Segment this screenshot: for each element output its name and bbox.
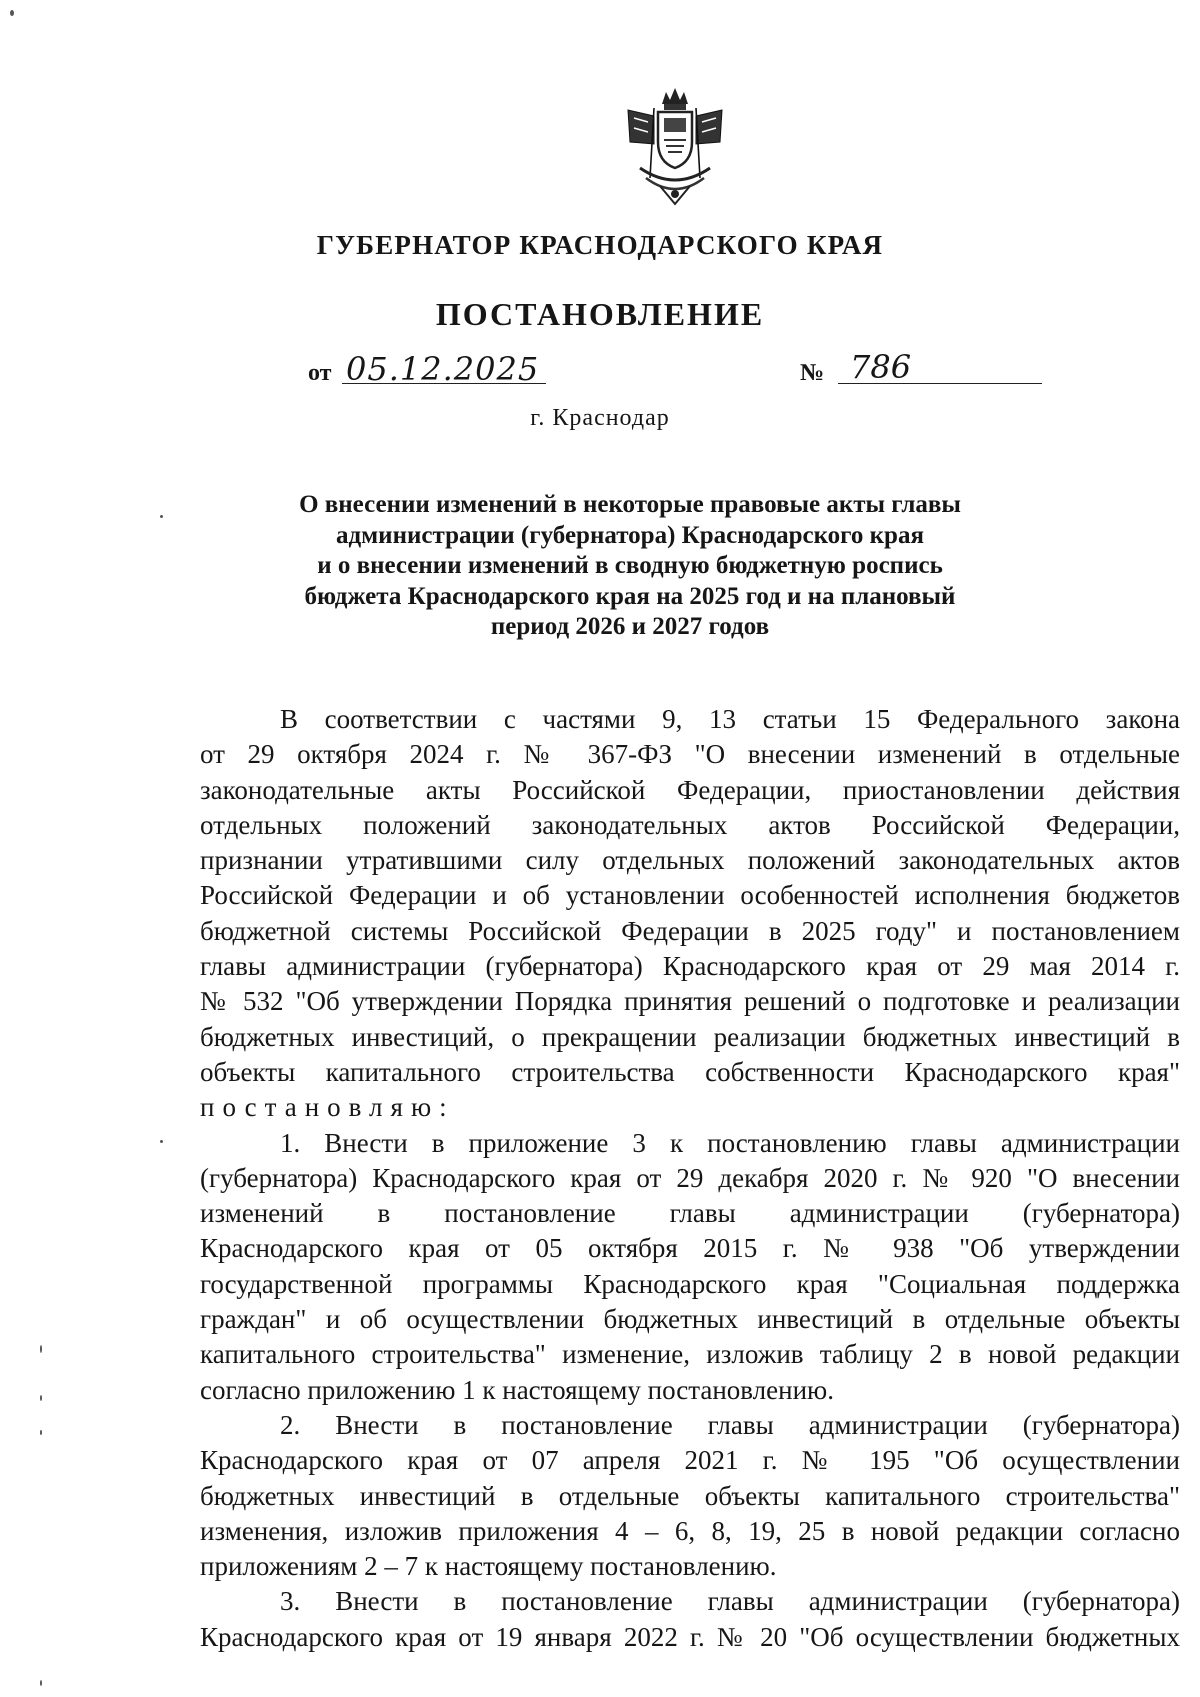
issuing-authority: ГУБЕРНАТОР КРАСНОДАРСКОГО КРАЯ [316, 230, 884, 260]
body-line: признании утратившими силу отдельных положений законодательных актов [200, 845, 1180, 876]
document-body [200, 702, 1180, 1655]
body-line: капитального строительства" изменение, изложив таблицу 2 в новой редакции [200, 1339, 1180, 1370]
body-line: бюджетной системы Российской Федерации в 2025 году" и постановлением [200, 915, 1180, 946]
document-type-heading: ПОСТАНОВЛЕНИЕ [435, 296, 765, 332]
body-line: Краснодарского края от 19 января 2022 г. № 20 "Об осуществлении бюджетных [200, 1621, 1180, 1652]
coat-of-arms-emblem [610, 82, 740, 212]
body-line: законодательные акты Российской Федерации, приостановлении действия [200, 774, 1180, 805]
body-line: объекты капитального строительства собственности Краснодарского края" [200, 1056, 1180, 1087]
resolution-word: постановляю: [200, 1092, 455, 1123]
body-line: согласно приложению 1 к настоящему постановлению. [200, 1374, 834, 1405]
title-line: период 2026 и 2027 годов [490, 613, 770, 640]
body-line: 1. Внести в приложение 3 к постановлению главы администрации [280, 1127, 1180, 1158]
body-line: (губернатора) Краснодарского края от 29 декабря 2020 г. № 920 "О внесении [200, 1162, 1180, 1193]
title-line: О внесении изменений в некоторые правовые акты главы [299, 491, 961, 518]
title-line: бюджета Краснодарского края на 2025 год и на плановый [304, 582, 956, 610]
body-line: Российской Федерации и об установлении особенностей исполнения бюджетов [200, 880, 1180, 911]
date-number-row [0, 348, 1200, 392]
document-title [200, 490, 1060, 643]
date-prefix: от [308, 360, 332, 386]
body-line: бюджетных инвестиций в отдельные объекты капитального строительства" [200, 1480, 1180, 1511]
date-handwritten: 05.12.2025 [346, 350, 540, 388]
body-line: граждан" и об осуществлении бюджетных инвестиций в отдельные объекты [200, 1304, 1180, 1335]
body-line: приложениям 2 – 7 к настоящему постановлению. [200, 1551, 777, 1582]
body-line: бюджетных инвестиций, о прекращении реализации бюджетных инвестиций в [200, 1021, 1180, 1052]
body-line: изменений в постановление главы администрации (губернатора) [200, 1198, 1180, 1229]
body-line: В соответствии с частями 9, 13 статьи 15 Федерального закона [280, 704, 1180, 734]
number-handwritten: 786 [850, 348, 912, 386]
title-line: администрации (губернатора) Краснодарского края [336, 521, 924, 549]
body-line: государственной программы Краснодарского края "Социальная поддержка [200, 1268, 1180, 1299]
body-line: главы администрации (губернатора) Краснодарского края от 29 мая 2014 г. [200, 951, 1180, 982]
body-line: от 29 октября 2024 г. № 367-ФЗ "О внесении изменений в отдельные [200, 739, 1180, 770]
city-line: г. Краснодар [530, 405, 670, 431]
body-line: 3. Внести в постановление главы администрации (губернатора) [280, 1586, 1180, 1617]
number-prefix: № [800, 360, 825, 386]
body-line: № 532 "Об утверждении Порядка принятия решений о подготовке и реализации [200, 986, 1180, 1017]
body-line: 2. Внести в постановление главы администрации (губернатора) [280, 1409, 1180, 1440]
body-line: Краснодарского края от 07 апреля 2021 г. № 195 "Об осуществлении [200, 1445, 1180, 1476]
body-line: Краснодарского края от 05 октября 2015 г. № 938 "Об утверждении [200, 1233, 1180, 1264]
title-line: и о внесении изменений в сводную бюджетную роспись [317, 552, 943, 579]
body-line: отдельных положений законодательных актов Российской Федерации, [200, 809, 1180, 840]
body-line: изменения, изложив приложения 4 – 6, 8, 19, 25 в новой редакции согласно [200, 1515, 1180, 1546]
